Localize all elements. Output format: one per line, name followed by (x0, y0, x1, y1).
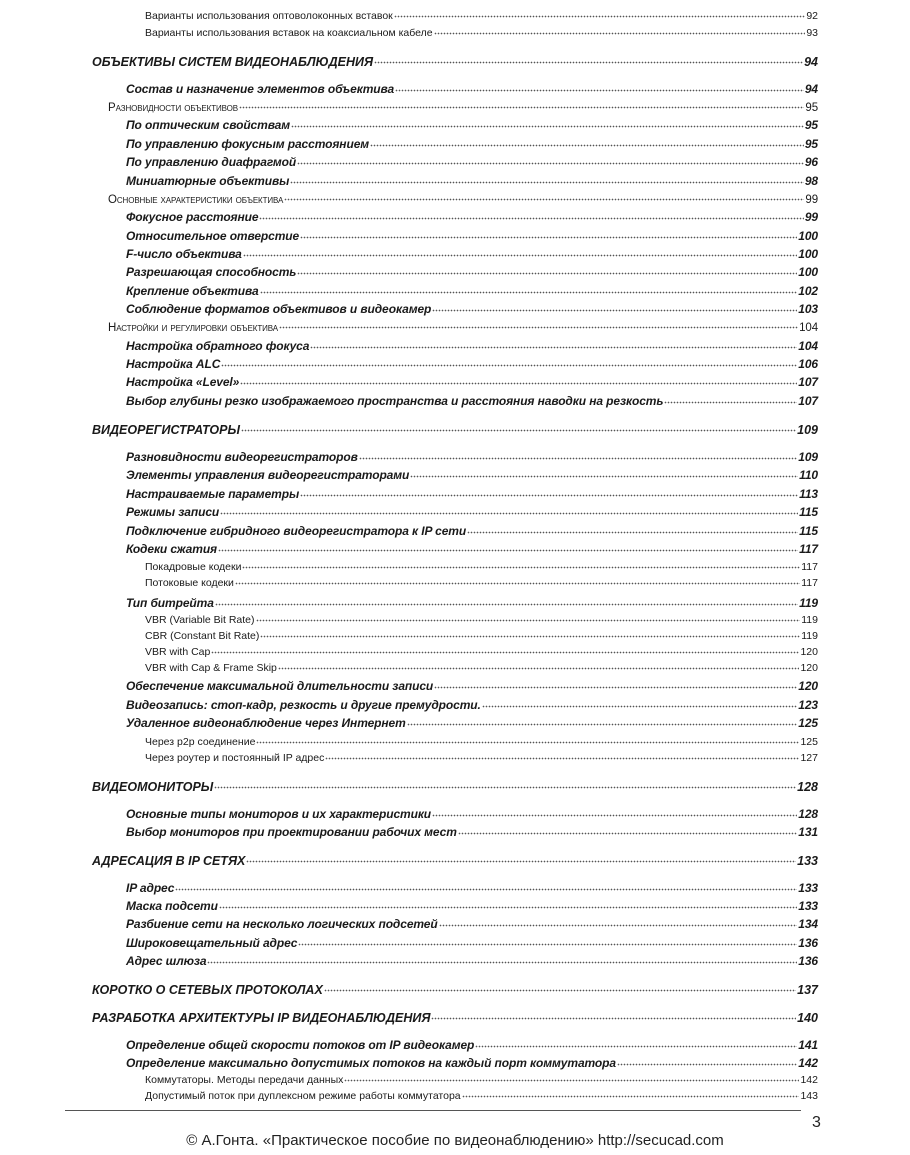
dot-leader (246, 852, 796, 865)
dot-leader (260, 628, 800, 639)
dot-leader (374, 53, 803, 66)
toc-entry[interactable] (126, 824, 818, 839)
toc-entry-page: 141 (798, 1038, 818, 1052)
toc-entry-title: РАЗРАБОТКА АРХИТЕКТУРЫ IP ВИДЕОНАБЛЮДЕНИЯ (92, 1010, 431, 1025)
toc-entry-title: Определение максимально допустимых потоков на каждый порт коммутатора (126, 1056, 616, 1070)
toc-entry-page: 95 (804, 118, 818, 132)
toc-entry[interactable] (108, 191, 818, 206)
dot-leader (300, 228, 797, 240)
toc-entry[interactable] (145, 8, 818, 22)
dot-leader (242, 559, 800, 570)
toc-entry[interactable] (126, 374, 818, 389)
toc-entry-title: Режимы записи (126, 505, 220, 519)
toc-entry-title: Широковещательный адрес (126, 936, 298, 950)
toc-entry-page: 95 (805, 101, 818, 114)
toc-entry[interactable] (126, 81, 818, 96)
dot-leader (310, 338, 797, 350)
dot-leader (434, 678, 797, 690)
dot-leader (284, 191, 804, 203)
toc-entry-page: 123 (798, 698, 818, 712)
toc-entry-title: Соблюдение форматов объективов и видеокамер (126, 302, 432, 316)
toc-entry-title: Крепление объектива (126, 284, 259, 298)
toc-entry[interactable] (126, 246, 818, 261)
dot-leader (278, 660, 800, 671)
toc-entry[interactable] (145, 734, 818, 748)
dot-leader (240, 374, 797, 386)
toc-entry[interactable] (126, 467, 818, 482)
toc-entry-page: 136 (798, 954, 818, 968)
toc-entry-page: 95 (804, 137, 818, 151)
toc-entry[interactable] (126, 356, 818, 371)
dot-leader (256, 734, 799, 745)
toc-entry[interactable] (126, 678, 818, 693)
toc-entry-page: 127 (800, 751, 818, 764)
toc-entry[interactable] (126, 1037, 818, 1052)
dot-leader (175, 880, 797, 892)
dot-leader (617, 1055, 797, 1067)
toc-entry-title: Настройка ALC (126, 357, 221, 371)
dot-leader (395, 81, 804, 93)
toc-entry-title: Настройки и регулировки объектива (108, 321, 278, 334)
toc-entry-title: ОБЪЕКТИВЫ СИСТЕМ ВИДЕОНАБЛЮДЕНИЯ (92, 54, 374, 69)
dot-leader (434, 25, 806, 36)
dot-leader (220, 504, 798, 516)
dot-leader (290, 173, 804, 185)
dot-leader (432, 806, 797, 818)
toc-entry-title: Фокусное расстояние (126, 210, 259, 224)
dot-leader (410, 467, 798, 479)
toc-entry-page: 142 (800, 1073, 818, 1086)
toc-entry-title: Варианты использования оптоволоконных вставок (145, 9, 393, 22)
dot-leader (432, 301, 797, 313)
toc-entry[interactable] (126, 523, 818, 538)
toc-entry-title: Основные характеристики объектива (108, 193, 284, 206)
toc-entry-page: 99 (805, 193, 818, 206)
toc-entry-page: 110 (799, 468, 818, 482)
toc-entry-title: IP адрес (126, 881, 175, 895)
toc-entry[interactable] (126, 595, 818, 610)
toc-entry[interactable] (108, 99, 818, 114)
toc-entry-title: VBR with Cap (145, 645, 211, 658)
toc-entry-page: 117 (801, 560, 818, 573)
toc-entry-title: Настраиваемые параметры (126, 487, 300, 501)
toc-entry-title: КОРОТКО О СЕТЕВЫХ ПРОТОКОЛАХ (92, 982, 323, 997)
toc-entry-page: 94 (804, 54, 818, 69)
toc-entry-page: 128 (798, 807, 818, 821)
toc-entry-page: 120 (800, 661, 818, 674)
toc-chapter-entry[interactable] (92, 981, 818, 997)
toc-entry-page: 133 (798, 881, 818, 895)
toc-entry[interactable] (145, 628, 818, 642)
toc-entry[interactable] (126, 393, 818, 408)
dot-leader (325, 750, 799, 761)
toc-entry-title: CBR (Constant Bit Rate) (145, 629, 260, 642)
dot-leader (458, 824, 797, 836)
toc-entry[interactable] (126, 154, 818, 169)
toc-entry[interactable] (126, 898, 818, 913)
toc-entry[interactable] (126, 1055, 818, 1070)
dot-leader (211, 644, 799, 655)
toc-entry-page: 100 (798, 247, 818, 261)
toc-entry-title: По управлению диафрагмой (126, 155, 297, 169)
dot-leader (467, 523, 798, 535)
toc-entry-title: Разбиение сети на несколько логических подсетей (126, 917, 438, 931)
dot-leader (297, 154, 804, 166)
toc-entry-title: По оптическим свойствам (126, 118, 291, 132)
dot-leader (260, 283, 798, 295)
toc-entry[interactable] (126, 504, 818, 519)
toc-entry-title: Обеспечение максимальной длительности записи (126, 679, 434, 693)
toc-entry-title: Миниатюрные объективы (126, 174, 290, 188)
toc-entry-title: АДРЕСАЦИЯ В IP СЕТЯХ (92, 853, 246, 868)
toc-entry-page: 134 (798, 917, 818, 931)
toc-entry[interactable] (126, 136, 818, 151)
dot-leader (279, 319, 798, 331)
dot-leader (344, 1072, 799, 1083)
toc-entry[interactable] (126, 209, 818, 224)
toc-entry[interactable] (126, 264, 818, 279)
toc-entry[interactable] (126, 283, 818, 298)
toc-entry-title: Разновидности объективов (108, 101, 238, 114)
toc-entry-page: 137 (797, 982, 818, 997)
toc-entry[interactable] (126, 228, 818, 243)
footer-copyright: © А.Гонта. «Практическое пособие по видеонаблюдению» http://secucad.com (186, 1132, 724, 1149)
dot-leader (214, 778, 796, 791)
toc-entry-page: 102 (798, 284, 818, 298)
page-number: 3 (812, 1114, 821, 1131)
toc-entry-page: 104 (799, 321, 818, 334)
toc-entry[interactable] (126, 173, 818, 188)
toc-entry-page: 100 (798, 229, 818, 243)
toc-entry-title: Выбор глубины резко изображаемого пространства и расстояния наводки на резкость (126, 394, 664, 408)
toc-entry[interactable] (145, 750, 818, 764)
dot-leader (239, 99, 804, 111)
toc-entry[interactable] (126, 916, 818, 931)
toc-entry[interactable] (108, 319, 818, 334)
toc-entry[interactable] (126, 953, 818, 968)
toc-entry-title: Через роутер и постоянный IP адрес (145, 751, 325, 764)
dot-leader (359, 449, 798, 461)
toc-entry[interactable] (126, 935, 818, 950)
toc-entry-page: 117 (799, 542, 818, 556)
dot-leader (297, 264, 797, 276)
toc-entry-page: 125 (798, 716, 818, 730)
toc-entry[interactable] (145, 612, 818, 626)
toc-entry-page: 119 (801, 629, 818, 642)
toc-entry-title: Покадровые кодеки (145, 560, 242, 573)
toc-chapter-entry[interactable] (92, 778, 818, 794)
toc-entry[interactable] (145, 575, 818, 589)
toc-entry-page: 92 (806, 9, 818, 22)
toc-entry-title: Состав и назначение элементов объектива (126, 82, 395, 96)
toc-entry-page: 133 (798, 899, 818, 913)
toc-entry-title: По управлению фокусным расстоянием (126, 137, 370, 151)
toc-entry[interactable] (126, 880, 818, 895)
dot-leader (394, 8, 806, 19)
toc-chapter-entry[interactable] (92, 852, 818, 868)
dot-leader (235, 575, 800, 586)
toc-entry-title: Определение общей скорости потоков от IP видеокамер (126, 1038, 475, 1052)
toc-entry-title: Разновидности видеорегистраторов (126, 450, 358, 464)
toc-entry-page: 109 (798, 450, 818, 464)
toc-entry-title: Кодеки сжатия (126, 542, 218, 556)
toc-entry-title: Элементы управления видеорегистраторами (126, 468, 410, 482)
toc-entry-page: 119 (801, 613, 818, 626)
toc-entry-page: 136 (798, 936, 818, 950)
toc-entry-title: ВИДЕОРЕГИСТРАТОРЫ (92, 422, 240, 437)
dot-leader (207, 953, 797, 965)
dot-leader (221, 356, 797, 368)
toc-entry[interactable] (126, 338, 818, 353)
toc-chapter-entry[interactable] (92, 53, 818, 69)
dot-leader (482, 697, 798, 709)
dot-leader (431, 1009, 796, 1022)
toc-entry[interactable] (126, 541, 818, 556)
toc-entry-page: 107 (798, 375, 818, 389)
dot-leader (475, 1037, 797, 1049)
dot-leader (370, 136, 804, 148)
dot-leader (664, 393, 797, 405)
toc-entry-title: Тип битрейта (126, 596, 214, 610)
toc-entry-page: 109 (797, 422, 818, 437)
toc-entry-page: 96 (804, 155, 818, 169)
toc-entry-page: 98 (804, 174, 818, 188)
toc-entry-page: 142 (798, 1056, 818, 1070)
dot-leader (241, 421, 796, 434)
toc-entry-title: Через p2p соединение (145, 735, 256, 748)
toc-entry-page: 107 (798, 394, 818, 408)
toc-entry[interactable] (145, 25, 818, 39)
dot-leader (407, 715, 798, 727)
toc-entry[interactable] (126, 697, 818, 712)
dot-leader (298, 935, 797, 947)
toc-entry-page: 104 (798, 339, 818, 353)
toc-entry[interactable] (126, 301, 818, 316)
toc-entry-page: 99 (804, 210, 818, 224)
toc-entry-page: 143 (800, 1089, 818, 1102)
toc-entry-page: 106 (798, 357, 818, 371)
toc-entry-page: 125 (800, 735, 818, 748)
toc-entry[interactable] (126, 117, 818, 132)
toc-entry-page: 128 (797, 779, 818, 794)
toc-entry-page: 115 (799, 524, 818, 538)
toc-entry-title: ВИДЕОМОНИТОРЫ (92, 779, 214, 794)
toc-entry-page: 120 (800, 645, 818, 658)
toc-entry-title: Маска подсети (126, 899, 218, 913)
toc-entry[interactable] (145, 1072, 818, 1086)
toc-entry-title: Выбор мониторов при проектировании рабочих мест (126, 825, 457, 839)
toc-entry-page: 94 (804, 82, 818, 96)
toc-entry-page: 103 (798, 302, 818, 316)
toc-entry-title: Основные типы мониторов и их характеристики (126, 807, 432, 821)
toc-entry-page: 117 (801, 576, 818, 589)
toc-entry-title: Коммутаторы. Методы передачи данных (145, 1073, 344, 1086)
toc-entry[interactable] (145, 644, 818, 658)
toc-entry-title: Разрешающая способность (126, 265, 297, 279)
dot-leader (259, 209, 803, 221)
toc-entry-title: Допустимый поток при дуплексном режиме работы коммутатора (145, 1089, 461, 1102)
toc-entry-title: Настройка обратного фокуса (126, 339, 310, 353)
toc-entry-page: 93 (806, 26, 818, 39)
dot-leader (215, 595, 798, 607)
toc-entry-title: Потоковые кодеки (145, 576, 234, 589)
toc-entry-title: VBR (Variable Bit Rate) (145, 613, 255, 626)
toc-chapter-entry[interactable] (92, 421, 818, 437)
toc-entry[interactable] (126, 486, 818, 501)
toc-entry-title: Подключение гибридного видеорегистратора к IP сети (126, 524, 467, 538)
dot-leader (291, 117, 804, 129)
dot-leader (218, 541, 798, 553)
toc-entry-page: 115 (799, 505, 818, 519)
toc-entry-page: 113 (799, 487, 818, 501)
toc-entry-title: Видеозапись: стоп-кадр, резкость и другие премудрости. (126, 698, 481, 712)
toc-entry[interactable] (145, 660, 818, 674)
toc-entry-page: 133 (797, 853, 818, 868)
toc-entry-page: 100 (798, 265, 818, 279)
toc-entry-page: 119 (799, 596, 818, 610)
dot-leader (462, 1088, 800, 1099)
toc-entry-title: Удаленное видеонаблюдение через Интернет (126, 716, 406, 730)
dot-leader (219, 898, 797, 910)
toc-entry[interactable] (126, 806, 818, 821)
toc-chapter-entry[interactable] (92, 1009, 818, 1025)
toc-entry-title: Адрес шлюза (126, 954, 207, 968)
toc-entry[interactable] (126, 449, 818, 464)
toc-entry[interactable] (145, 1088, 818, 1102)
dot-leader (256, 612, 801, 623)
toc-entry-page: 140 (797, 1010, 818, 1025)
footer-divider (65, 1110, 801, 1111)
toc-entry[interactable] (126, 715, 818, 730)
toc-entry-page: 131 (798, 825, 818, 839)
dot-leader (300, 486, 798, 498)
toc-entry-title: F-число объектива (126, 247, 242, 261)
dot-leader (243, 246, 798, 258)
dot-leader (439, 916, 798, 928)
toc-entry[interactable] (145, 559, 818, 573)
toc-entry-title: Настройка «Level» (126, 375, 240, 389)
toc-entry-page: 120 (798, 679, 818, 693)
toc-entry-title: Относительное отверстие (126, 229, 300, 243)
toc-entry-title: Варианты использования вставок на коаксиальном кабеле (145, 26, 433, 39)
toc-entry-title: VBR with Cap & Frame Skip (145, 661, 277, 674)
dot-leader (324, 981, 796, 994)
